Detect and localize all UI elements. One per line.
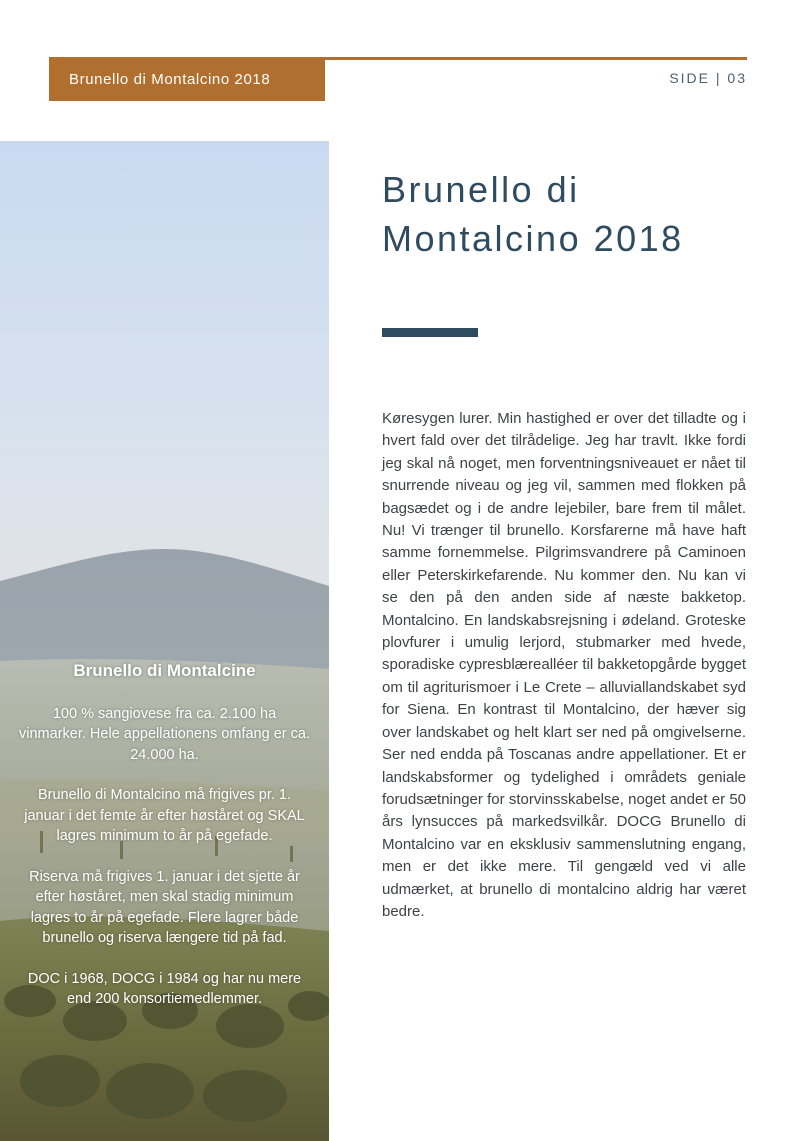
article-body: Køresygen lurer. Min hastighed er over det tilladte og i hvert fald over det tilrådelige. Jeg har travlt. Ikke fordi jeg skal nå noget, men forventningsniveauet er nået til snurrende niveau og jeg vil, sammen med flokken på bagsædet og i de andre lejebiler, bare frem til målet. Nu! Vi trænger til brunello. Korsfarerne må have haft samme fornemmelse. Pilgrimsvandrere på Caminoen eller Peterskirkefarende. Nu kommer den. Nu kan vi se den på den anden side af næste bakketop. Montalcino. En landskabsrejsning i ødeland. Groteske plovfurer i umulig lerjord, stubmarker med hvede, sporadiske cypresblærealléer til bakketopgårde bygget om til agriturismoer i Le Crete – alluviallandskabet syd for Siena. En kontrast til Montalcino, der hæver sig over landskabet og helt klart ser ned på omgivelserne. Ser ned endda på Toscanas andre appellationer. Et er landskabsformer og tydelighed i områdets geniale forudsætninger for storvinsskabelse, noget andet er 50 års lynsucces på markedsvilkår. DOCG Brunello di Montalcino var en eksklusiv sammenslutning engang, men er det ikke mere. Til gengæld ved vi alle udmærket, at brunello di montalcino aldrig har været bedre. [382,410,746,920]
sidebar-image-panel [0,141,329,1141]
sidebar-paragraph: 100 % sangiovese fra ca. 2.100 ha vinmarker. Hele appellationens omfang er ca. 24.000 ha. [19,705,310,763]
header-badge [49,57,325,101]
sidebar-facts [18,661,311,1030]
title-underline-bar [382,328,478,337]
sidebar-paragraph: Riserva må frigives 1. januar i det sjette år efter høståret, men skal stadig minimum lagres to år på egefade. Flere lagrer både brunello og riserva længere tid på fad. [29,868,300,946]
sidebar-title: Brunello di Montalcine [73,661,256,680]
sidebar-paragraph: Brunello di Montalcino må frigives pr. 1. januar i det femte år efter høståret og SKAL lagres minimum to år på egefade. [24,787,305,844]
header-rule [325,57,747,60]
article-title: Brunello di Montalcino 2018 [382,169,684,259]
header-badge-text: Brunello di Montalcino 2018 [69,70,271,88]
page-number: SIDE | 03 [669,70,747,86]
sidebar-paragraph: DOC i 1968, DOCG i 1984 og har nu mere end 200 konsortiemedlemmer. [27,970,302,1007]
